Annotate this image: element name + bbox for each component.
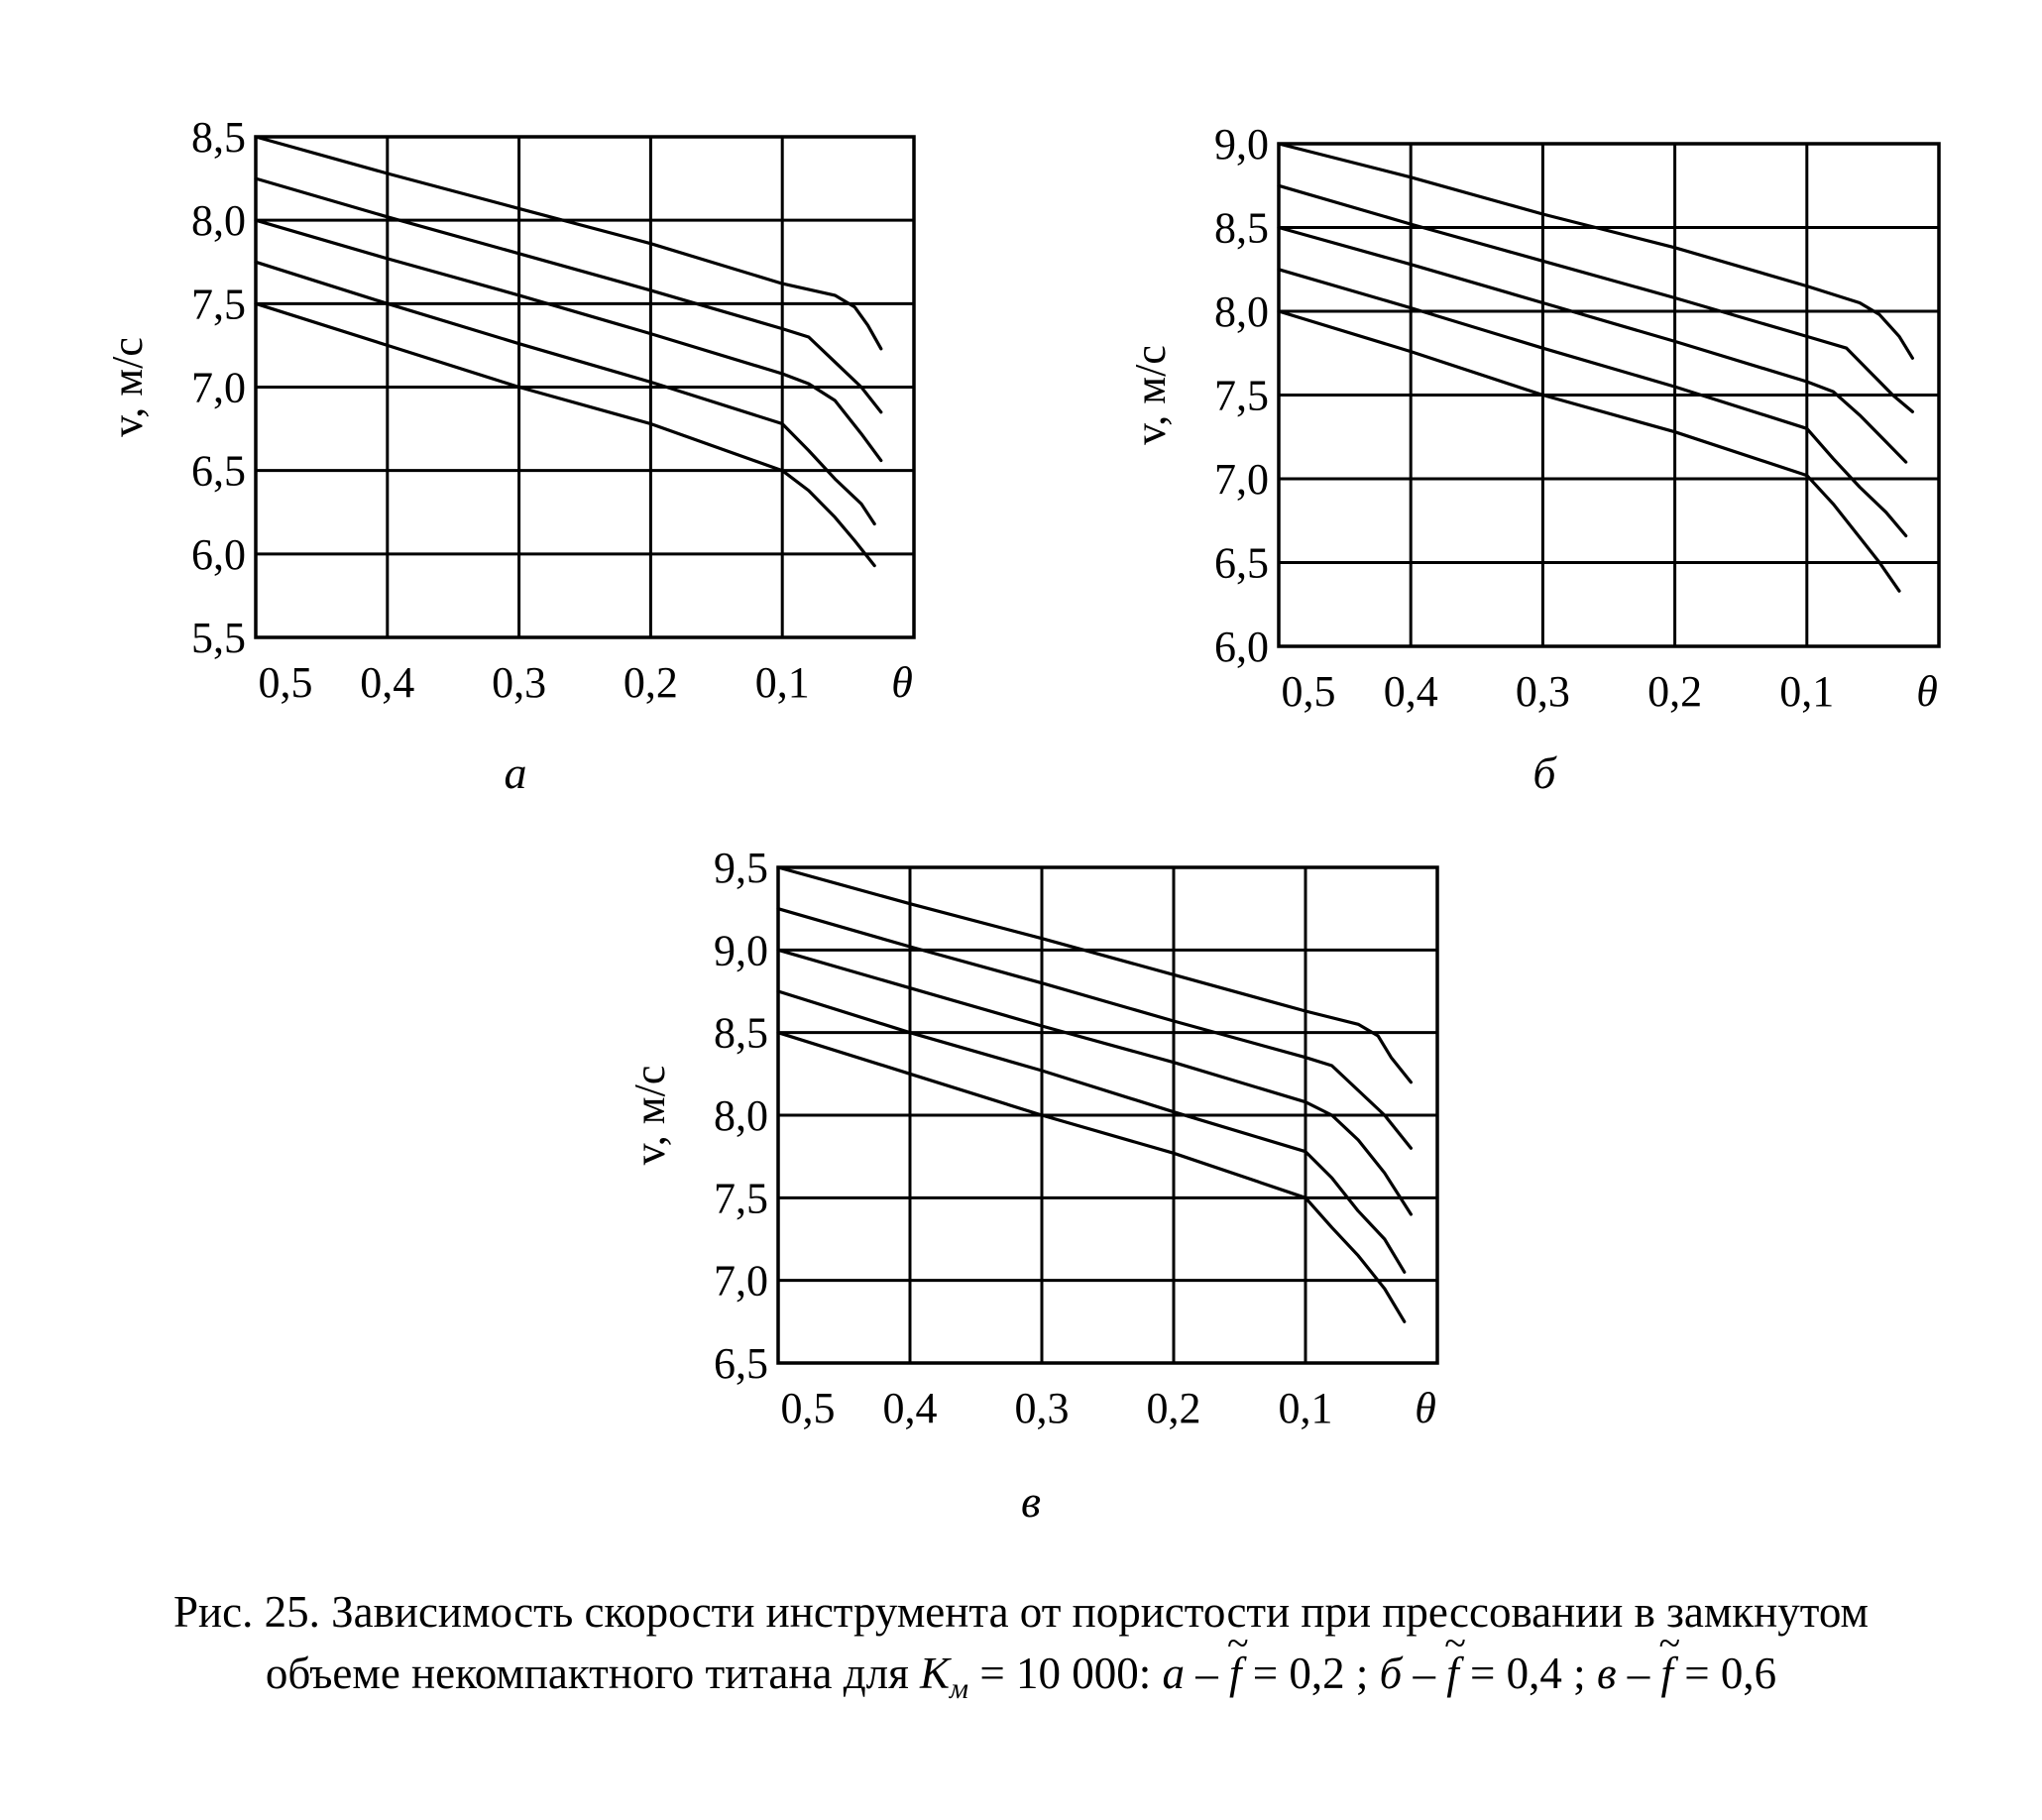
panel-2-series-3-line [1279, 228, 1906, 463]
caption-dash-c: – [1616, 1649, 1661, 1698]
caption-part-c-value: = 0,6 [1673, 1649, 1777, 1698]
caption-part-c-letter: в [1596, 1649, 1617, 1698]
caption-dash-b: – [1402, 1649, 1447, 1698]
panel-3-y-tick-label: 7,0 [714, 1256, 768, 1306]
panel-3-y-tick-label: 8,0 [714, 1091, 768, 1140]
panel-2-y-tick-label: 7,5 [1214, 371, 1269, 420]
panel-2-x-tick-label: 0,2 [1647, 667, 1703, 716]
panel-3-y-tick-label: 7,5 [714, 1174, 768, 1223]
panel-3-y-tick-label: 6,5 [714, 1339, 768, 1388]
panel-2-x-tick-label: 0,3 [1515, 667, 1570, 716]
panel-3-x-tick-label: 0,3 [1014, 1384, 1070, 1432]
caption-f-symbol-a: ~ f [1229, 1649, 1242, 1698]
caption-dash-a: – [1184, 1649, 1229, 1698]
panel-1-y-tick-label: 6,0 [191, 529, 246, 579]
panel-1-x-tick-label: 0,1 [754, 658, 810, 707]
caption-separator-2: ; [1561, 1649, 1597, 1698]
panel-2-y-tick-label: 6,0 [1214, 623, 1269, 671]
caption-line-1: Рис. 25. Зависимость скорости инструмента от пористости при прессовании в замкнутом [173, 1587, 1869, 1637]
caption-km-subscript: м [949, 1672, 969, 1705]
caption-f-symbol-b: ~ f [1446, 1649, 1459, 1698]
panel-1-y-tick-label: 5,5 [191, 614, 246, 662]
panel-1-y-tick-label: 8,5 [191, 113, 246, 162]
panel-2-y-tick-label: 8,0 [1214, 287, 1269, 336]
caption-f-symbol-c: ~ f [1660, 1649, 1673, 1698]
panel-3-y-axis-label: v, м/с [625, 1065, 674, 1166]
panel-1-y-tick-label: 7,0 [191, 363, 246, 412]
panel-2-y-tick-label: 7,0 [1214, 455, 1269, 504]
caption-part-a-letter: а [1162, 1649, 1185, 1698]
panel-3-x-tick-label: 0,5 [780, 1384, 836, 1432]
caption-separator-1: ; [1344, 1649, 1380, 1698]
panel-3-x-axis-label: θ [1415, 1384, 1436, 1432]
panel-1-x-tick-label: 0,2 [623, 658, 678, 707]
panel-1-series-1-line [256, 137, 881, 349]
panel-1-y-axis-label: v, м/с [103, 337, 152, 437]
panel-2-x-tick-label: 0,5 [1281, 667, 1336, 716]
panel-1-x-tick-label: 0,3 [492, 658, 547, 707]
caption-part-b-letter: б [1379, 1649, 1403, 1698]
caption-km-symbol: К [920, 1649, 950, 1698]
panel-2-letter: б [1532, 747, 1556, 798]
caption-part-b-value: = 0,4 [1458, 1649, 1562, 1698]
panel-3-series-5-line [778, 1033, 1405, 1322]
panel-2-y-tick-label: 6,5 [1214, 538, 1269, 588]
caption-line-2 [0, 1643, 2042, 1720]
panel-2-y-tick-label: 9,0 [1214, 120, 1269, 169]
panel-2-x-axis-label: θ [1916, 667, 1938, 716]
panel-3-x-tick-label: 0,1 [1278, 1384, 1333, 1432]
panel-2-y-axis-label: v, м/с [1126, 345, 1175, 445]
panel-3-y-tick-label: 9,0 [714, 926, 768, 975]
panel-3-series-1-line [778, 867, 1411, 1082]
panel-3-y-tick-label: 8,5 [714, 1008, 768, 1058]
panel-1-x-axis-label: θ [891, 658, 913, 707]
panel-1-y-tick-label: 8,0 [191, 196, 246, 246]
caption-part-a-value: = 0,2 [1241, 1649, 1345, 1698]
panel-2-y-tick-label: 8,5 [1214, 203, 1269, 253]
caption-km-value: = 10 000: [968, 1649, 1163, 1698]
panel-2-x-tick-label: 0,4 [1383, 667, 1438, 716]
panel-3-series-3-line [778, 950, 1411, 1214]
panel-1-y-tick-label: 7,5 [191, 280, 246, 329]
panel-1-series-3-line [256, 220, 881, 460]
panel-2-x-tick-label: 0,1 [1779, 667, 1835, 716]
panel-1-letter: а [504, 747, 527, 798]
panel-1-y-tick-label: 6,5 [191, 446, 246, 496]
panel-3-x-tick-label: 0,2 [1146, 1384, 1201, 1432]
caption-line-2-prefix: объеме некомпактного титана для [265, 1649, 921, 1698]
panel-3-y-tick-label: 9,5 [714, 844, 768, 892]
panel-3-x-tick-label: 0,4 [882, 1384, 938, 1432]
panel-1-x-tick-label: 0,5 [258, 658, 313, 707]
figure-caption [0, 1581, 2042, 1720]
panel-2-series-4-line [1279, 270, 1906, 536]
panel-3-letter: в [1021, 1476, 1041, 1527]
panel-3-series-2-line [778, 909, 1411, 1149]
panel-1-x-tick-label: 0,4 [360, 658, 415, 707]
panel-2-series-1-line [1279, 144, 1912, 358]
